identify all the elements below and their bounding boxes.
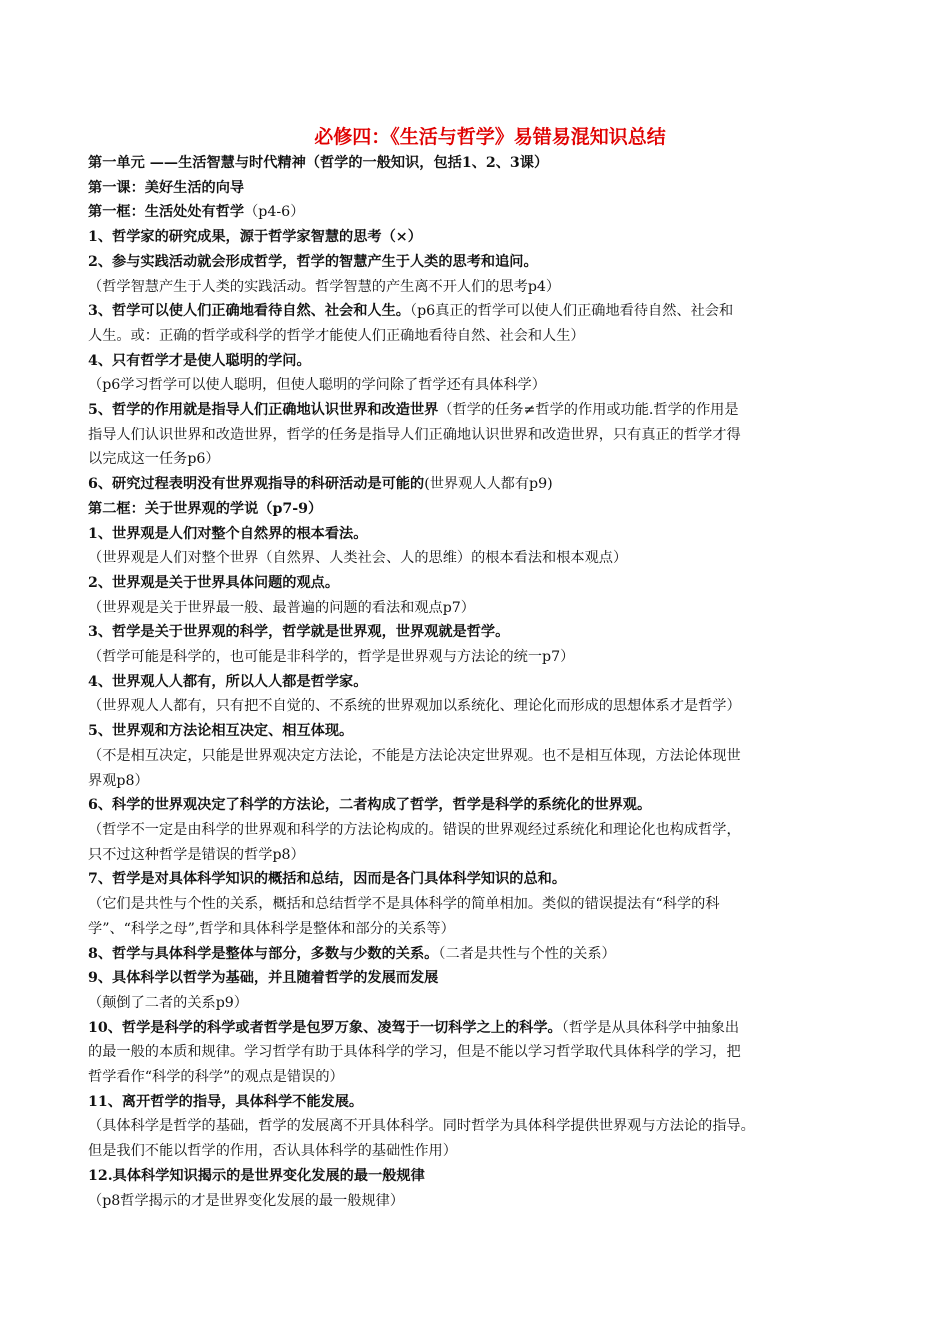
bold-text-segment: 4、世界观人人都有，所以人人都是哲学家。	[88, 673, 368, 690]
text-line	[88, 472, 868, 497]
text-segment: （哲学的任务≠哲学的作用或功能.哲学的作用是	[438, 402, 739, 419]
bold-text-segment: 第二框：关于世界观的学说（p7-9）	[88, 500, 323, 517]
bold-text-segment: 8、哲学与具体科学是整体与部分，多数与少数的关系。	[88, 945, 439, 962]
text-segment: （具体科学是哲学的基础，哲学的发展离不开具体科学。同时哲学为具体科学提供世界观与方法论的指导。	[88, 1118, 755, 1135]
text-line	[88, 1016, 868, 1041]
bold-text-segment: 1、哲学家的研究成果，源于哲学家智慧的思考（×）	[88, 229, 422, 246]
bold-text-segment: 11、离开哲学的指导，具体科学不能发展。	[88, 1093, 364, 1110]
text-line	[88, 275, 868, 300]
text-segment: （世界观是人们对整个世界（自然界、人类社会、人的思维）的根本看法和根本观点）	[88, 550, 628, 567]
text-segment: （p8哲学揭示的才是世界变化发展的最一般规律）	[88, 1192, 405, 1209]
bold-text-segment: 4、只有哲学才是使人聪明的学问。	[88, 352, 311, 369]
text-segment: （哲学是从具体科学中抽象出	[561, 1019, 740, 1036]
text-segment: (世界观人人都有p9)	[424, 476, 553, 493]
bold-text-segment: 2、世界观是关于世界具体问题的观点。	[88, 574, 340, 591]
text-segment: （p6真正的哲学可以使人们正确地看待自然、社会和	[410, 303, 734, 320]
text-segment: （哲学可能是科学的，也可能是非科学的，哲学是世界观与方法论的统一p7）	[88, 649, 575, 666]
text-line	[88, 818, 868, 843]
text-segment: 学”、“科学之母”,哲学和具体科学是整体和部分的关系等）	[88, 920, 455, 937]
bold-text-segment: 12.具体科学知识揭示的是世界变化发展的最一般规律	[88, 1167, 425, 1184]
text-line	[88, 917, 868, 942]
bold-text-segment: 3、哲学是关于世界观的科学，哲学就是世界观，世界观就是哲学。	[88, 624, 510, 641]
text-line	[88, 324, 868, 349]
text-line	[88, 966, 868, 991]
text-line	[88, 225, 868, 250]
text-line	[88, 200, 868, 225]
text-segment: （p4-6）	[244, 204, 305, 221]
bold-text-segment: 5、哲学的作用就是指导人们正确地认识世界和改造世界	[88, 402, 439, 419]
text-line	[88, 719, 868, 744]
bold-text-segment: 10、哲学是科学的科学或者哲学是包罗万象、凌驾于一切科学之上的科学。	[88, 1019, 562, 1036]
text-line	[88, 843, 868, 868]
bold-text-segment: 7、哲学是对具体科学知识的概括和总结，因而是各门具体科学知识的总和。	[88, 871, 567, 888]
text-line	[88, 571, 868, 596]
text-segment: （世界观人人都有，只有把不自觉的、不系统的世界观加以系统化、理论化而形成的思想体系才是哲学）	[88, 698, 741, 715]
text-line	[88, 497, 868, 522]
text-segment: （p6学习哲学可以使人聪明，但使人聪明的学问除了哲学还有具体科学）	[88, 377, 546, 394]
text-segment: 但是我们不能以哲学的作用，否认具体科学的基础性作用）	[88, 1143, 457, 1160]
bold-text-segment: 第一课：美好生活的向导	[88, 179, 245, 196]
text-line	[88, 942, 868, 967]
text-segment: （哲学智慧产生于人类的实践活动。哲学智慧的产生离不开人们的思考p4）	[88, 278, 561, 295]
text-line	[88, 867, 868, 892]
bold-text-segment: 6、科学的世界观决定了科学的方法论，二者构成了哲学，哲学是科学的系统化的世界观。	[88, 797, 652, 814]
text-segment: 人生。或：正确的哲学或科学的哲学才能使人们正确地看待自然、社会和人生）	[88, 327, 585, 344]
text-line	[88, 1090, 868, 1115]
text-line	[88, 1065, 868, 1090]
bold-text-segment: 第一框：生活处处有哲学	[88, 204, 245, 221]
text-segment: （它们是共性与个性的关系，概括和总结哲学不是具体科学的简单相加。类似的错误提法有“科学的科	[88, 896, 720, 913]
text-segment: 以完成这一任务p6）	[88, 451, 220, 468]
text-line	[88, 299, 868, 324]
text-line	[88, 1164, 868, 1189]
bold-text-segment: 2、参与实践活动就会形成哲学，哲学的智慧产生于人类的思考和追问。	[88, 253, 538, 270]
text-line	[88, 620, 868, 645]
text-line	[88, 744, 868, 769]
document-body	[88, 151, 868, 1213]
text-line	[88, 1189, 868, 1214]
document-title: 必修四：《生活与哲学》易错易混知识总结	[314, 126, 666, 148]
text-line	[88, 151, 868, 176]
text-segment: 指导人们认识世界和改造世界，哲学的任务是指导人们正确地认识世界和改造世界，只有真正的哲学才得	[88, 426, 741, 443]
text-segment: 哲学看作“科学的科学”的观点是错误的）	[88, 1069, 344, 1086]
text-line	[88, 892, 868, 917]
text-segment: （不是相互决定，只能是世界观决定方法论，不能是方法论决定世界观。也不是相互体现，方法论体现世	[88, 747, 741, 764]
text-line	[88, 694, 868, 719]
text-line	[88, 670, 868, 695]
text-line	[88, 423, 868, 448]
bold-text-segment: 3、哲学可以使人们正确地看待自然、社会和人生。	[88, 303, 410, 320]
text-line	[88, 349, 868, 374]
text-segment: 界观p8）	[88, 772, 149, 789]
text-line	[88, 176, 868, 201]
text-line	[88, 398, 868, 423]
text-line	[88, 546, 868, 571]
text-line	[88, 1040, 868, 1065]
bold-text-segment: 5、世界观和方法论相互决定、相互体现。	[88, 723, 354, 740]
text-line	[88, 645, 868, 670]
text-line	[88, 447, 868, 472]
text-segment: （二者是共性与个性的关系）	[438, 945, 616, 962]
bold-text-segment: 第一单元 ——生活智慧与时代精神（哲学的一般知识，包括1、2、3课）	[88, 155, 549, 171]
text-line	[88, 991, 868, 1016]
text-line	[88, 793, 868, 818]
text-segment: （哲学不一定是由科学的世界观和科学的方法论构成的。错误的世界观经过系统化和理论化也构成哲学，	[88, 821, 741, 838]
text-line	[88, 596, 868, 621]
text-line	[88, 1139, 868, 1164]
text-line	[88, 1114, 868, 1139]
document-page	[88, 123, 868, 1213]
text-line	[88, 373, 868, 398]
text-line	[88, 250, 868, 275]
text-segment: 只不过这种哲学是错误的哲学p8）	[88, 846, 305, 863]
text-segment: （世界观是关于世界最一般、最普遍的问题的看法和观点p7）	[88, 599, 475, 616]
text-segment: 的最一般的本质和规律。学习哲学有助于具体科学的学习，但是不能以学习哲学取代具体科学的学习，把	[88, 1044, 741, 1061]
text-line	[88, 769, 868, 794]
bold-text-segment: 1、世界观是人们对整个自然界的根本看法。	[88, 525, 368, 542]
text-line	[88, 522, 868, 547]
bold-text-segment: 9、具体科学以哲学为基础，并且随着哲学的发展而发展	[88, 970, 439, 987]
bold-text-segment: 6、研究过程表明没有世界观指导的科研活动是可能的	[88, 476, 425, 493]
text-segment: （颠倒了二者的关系p9）	[88, 994, 248, 1011]
